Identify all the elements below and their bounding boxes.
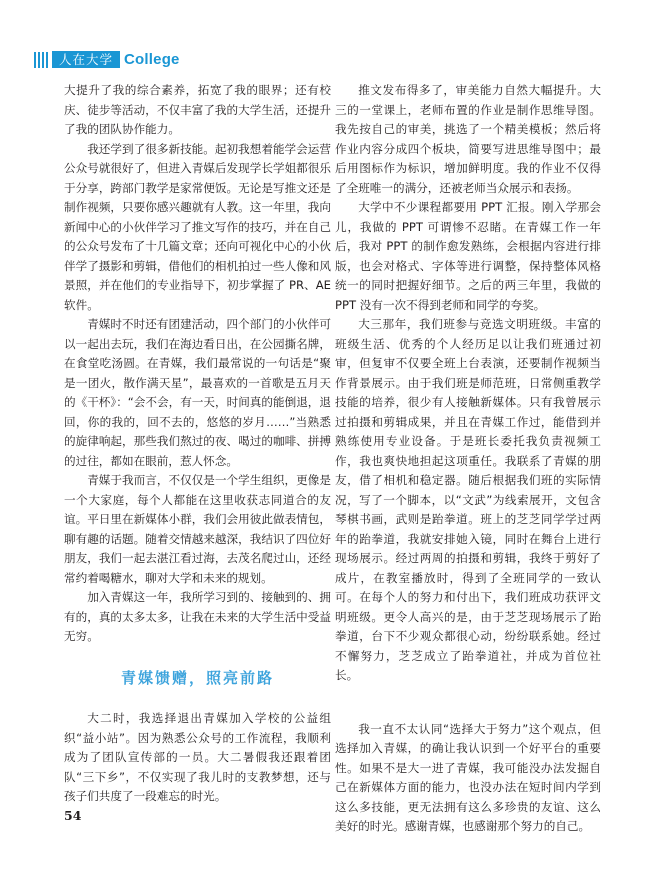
- page-number: 54: [64, 808, 82, 823]
- article-paragraph: 推文发布得多了，审美能力自然大幅提升。大三的一堂课上，老师布置的作业是制作思维导图。我先按自己的审美，挑选了一个精美模板；然后将作业内容分成四个板块，简要写进思维导图中；最后用图标作为标识，增加鲜明度。我的作业不仅得了全班唯一的满分，还被老师当众展示和表扬。: [335, 83, 601, 195]
- header-bar: [42, 52, 44, 68]
- article-paragraph: 我一直不太认同“选择大于努力”这个观点，但选择加入青媒，的确让我认识到一个好平台的重要性。如果不是大一进了青媒，我可能没办法发掘自己在新媒体方面的能力，也没办法在短时间内学到这么多技能，更无法拥有这么多珍贵的友谊、这么美好的时光。感谢青媒，也感谢那个努力的自己。: [335, 721, 601, 833]
- article-paragraph: 大三那年，我们班参与竞选文明班级。丰富的班级生活、优秀的个人经历足以让我们班通过初审，但复审不仅要全班上台表演，还要制作视频当作背景展示。由于我们班是师范班，日常侧重教学技能的培养，很少有人接触新媒体。只有我曾展示过拍摄和剪辑成果，并且在青媒工作过，能借到并熟练使用专业设备。于是班长委托我负责视频工作，我也爽快地担起这项重任。我联系了青媒的朋友，借了相机和稳定器。随后根据我们班的实际情况，写了一个脚本，以“文武”为线索展开，文包含琴棋书画，武则是跆拳道。班上的芝芝同学学过两年的跆拳道，我就安排她入镜，同时在舞台上进行现场展示。经过两周的拍摄和剪辑，我终于剪好了成片，在教室播放时，得到了全班同学的一致认可。在每个人的努力和付出下，我们班成功获评文明班级。更令人高兴的是，由于芝芝现场展示了跆拳道，台下不少观众都很心动，纷纷联系她。经过不懈努力，芝芝成立了跆拳道社，并成为首位社长。: [335, 317, 601, 682]
- article-paragraph: 青媒时不时还有团建活动，四个部门的小伙伴可以一起出去玩，我们在海边看日出，在公园撕名牌，在食堂吃汤圆。在青媒，我们最常说的一句话是“聚是一团火，散作满天星”，最喜欢的一首歌是五月天的《干杯》：“会不会，有一天，时间真的能倒退，退回，你的我的，回不去的，悠悠的岁月……”当熟悉的旋律响起，那些我们熬过的夜、喝过的咖啡、拼搏的过往，都如在眼前，惹人怀念。: [64, 317, 331, 468]
- page-header: [34, 50, 180, 69]
- article-paragraph: 我还学到了很多新技能。起初我想着能学会运营公众号就很好了，但进入青媒后发现学长学姐都很乐于分享，跨部门教学是家常便饭。无论是写推文还是制作视频，只要你感兴趣就有人教。这一年里，我向新闻中心的小伙伴学习了推文写作的技巧，并在自己的公众号发布了十几篇文章；还向可视化中心的小伙伴学了摄影和剪辑，借他们的相机拍过一些人像和风景照，并在他们的专业指导下，初步掌握了 PR、AE 软件。: [64, 141, 331, 312]
- article-paragraph: 大二时，我选择退出青媒加入学校的公益组织“益小站”。因为熟悉公众号的工作流程，我顺利成为了团队宣传部的一员。大二暑假我还跟着团队“三下乡”，不仅实现了我儿时的支教梦想，还与孩子们共度了一段难忘的时光。: [64, 711, 331, 803]
- column-tag: 人在大学: [52, 51, 120, 68]
- section-title: 青媒馈赠，照亮前路: [120, 668, 274, 687]
- article-paragraph: 加入青媒这一年，我所学习到的、接触到的、拥有的，真的太多太多，让我在未来的大学生活中受益无穷。: [64, 590, 331, 643]
- article-paragraph: 大学中不少课程都要用 PPT 汇报。刚入学那会儿，我做的 PPT 可谓惨不忍睹。在青媒工作一年后，我对 PPT 的制作愈发熟练，会根据内容进行排版，也会对格式、字体等进行调整，保持整体风格统一的同时把握好细节。之后的两三年里，我做的 PPT 没有一次不得到老师和同学的夸奖。: [335, 200, 601, 312]
- header-bars-decoration: [34, 52, 48, 68]
- header-bar: [38, 52, 40, 68]
- paragraph-gap: [335, 686, 601, 720]
- left-column: [64, 81, 331, 807]
- right-column: [335, 81, 601, 837]
- article-paragraph: 大提升了我的综合素养，拓宽了我的眼界；还有校庆、徒步等活动，不仅丰富了我的大学生活，还提升了我的团队协作能力。: [64, 83, 331, 136]
- article-paragraph: 青媒于我而言，不仅仅是一个学生组织，更像是一个大家庭，每个人都能在这里收获志同道合的友谊。平日里在新媒体小群，我们会用彼此做表情包，聊有趣的话题。随着交情越来越深，我结识了四位好朋友，我们一起去湛江看过海，去茂名爬过山，还经常约着喝糖水，聊对大学和未来的规划。: [64, 473, 331, 585]
- magazine-brand: College: [124, 51, 180, 68]
- header-bar: [34, 52, 36, 68]
- header-bar: [46, 52, 48, 68]
